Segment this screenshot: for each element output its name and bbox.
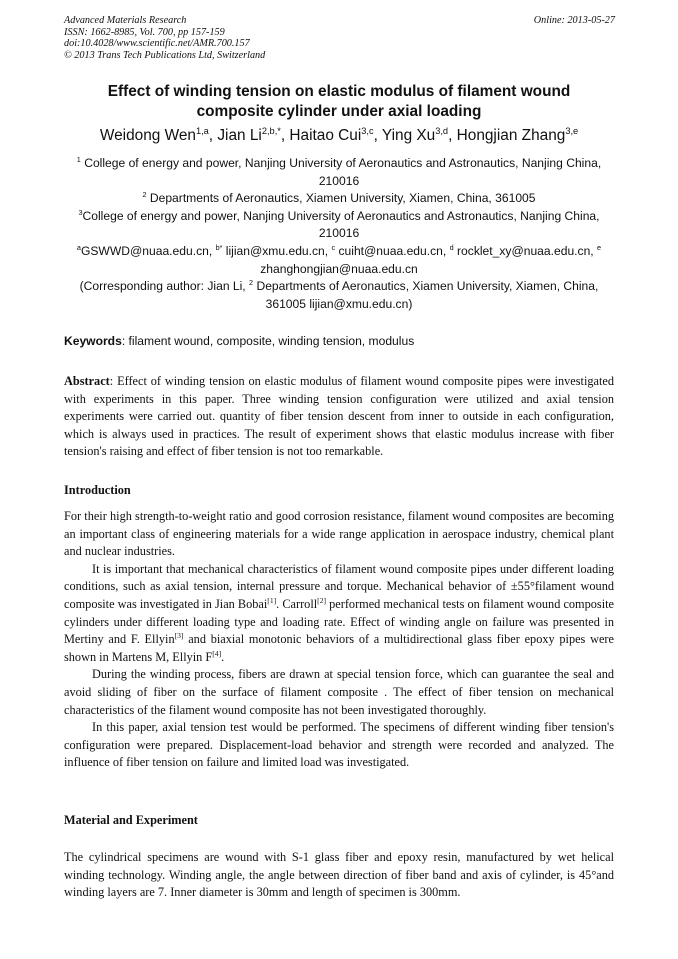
author-list [64, 126, 614, 146]
keywords-label: Keywords [64, 334, 122, 348]
author: Haitao Cui$^{3,c}$, [289, 125, 382, 144]
citation: [4] [212, 648, 222, 658]
affiliation-1: $^1$ College of energy and power, Nanjing University of Aeronautics and Astronautics, Nanjing China, 210016 [76, 154, 602, 188]
corresponding-author: (Corresponding author: Jian Li, $^2$ Departments of Aeronautics, Xiamen University, Xiamen, China, 361005 lijian@xmu.edu.cn) [79, 278, 599, 311]
affiliation-2: $^2$ Departments of Aeronautics, Xiamen University, Xiamen, China, 361005 [142, 190, 536, 206]
affiliation-3: $^3$College of energy and power, Nanjing University of Aeronautics and Astronautics, Nanjing China, 210016 [78, 207, 600, 241]
online-date: Online: 2013-05-27 [533, 15, 615, 26]
author: Hongjian Zhang$^{3,e}$ [456, 125, 579, 144]
paragraph: For their high strength-to-weight ratio and good corrosion resistance, filament wound composites are becoming an important class of engineering materials for a wide range application in aerospace industry, chemical plant and nuclear industries. [64, 509, 614, 559]
material-body [64, 849, 614, 902]
citation: [3] [174, 631, 184, 641]
keywords-text: : filament wound, composite, winding tension, modulus [121, 334, 415, 348]
paragraph: During the winding process, fibers are drawn at special tension force, which can guarantee the seal and avoid sliding of fiber on the surface of filament composite . The effect of fiber tension on mechanical characteristics of the filament wound composite has not been investigated thoroughly. [64, 667, 614, 717]
doi-line: doi:10.4028/www.scientific.net/AMR.700.157 [64, 38, 250, 49]
paragraph: The cylindrical specimens are wound with S-1 glass fiber and epoxy resin, manufactured by wet helical winding technology. Winding angle, the angle between direction of fiber band and axis of cylinder, is 45°and winding layers are 7. Inner diameter is 30mm and length of specimen is 300mm. [64, 850, 614, 900]
section-heading-material: Material and Experiment [64, 813, 198, 827]
paper-title [64, 82, 614, 122]
paragraph: In this paper, axial tension test would be performed. The specimens of different winding fiber tension's configuration were prepared. Displacement-load behavior and strength were recorded and analyzed. The influence of fiber tension on failure and limited load was investigated. [64, 720, 614, 770]
author: Weidong Wen$^{1,a}$, [99, 125, 218, 144]
author: Jian $Li^{2,b,*}$, [217, 125, 290, 144]
abstract [64, 373, 614, 461]
journal-name: Advanced Materials Research [64, 15, 187, 26]
email-list: $^a$GSWWD@nuaa.edu.cn, $^{b*}$ lijian@xmu.edu.cn, $^c$ cuiht@nuaa.edu.cn, $^d$ rocklet_xy@nuaa.edu.cn, $^e$ zhanghongjian@nuaa.edu.cn [76, 242, 602, 276]
copyright-line: © 2013 Trans Tech Publications Ltd, Switzerland [64, 49, 266, 61]
abstract-label: Abstract [64, 374, 110, 388]
keywords [64, 333, 614, 350]
title-line-2: composite cylinder under axial loading [196, 103, 482, 120]
journal-meta [64, 15, 265, 61]
author: Ying Xu$^{3,d}$, [381, 125, 457, 144]
abstract-text: : Effect of winding tension on elastic modulus of filament wound composite pipes were investigated with experiments in this paper. Three winding tension configuration were utilized and axial tension experiments were carried out. quantity of fiber tension descent from inner to outside in each configuration, which is always used in practices. The result of experiment shows that elastic modulus increase with fiber tension's raising and effect of fiber tension is not too remarkable. [64, 374, 614, 459]
title-line-1: Effect of winding tension on elastic modulus of filament wound [107, 83, 571, 100]
citation: [1] [267, 595, 277, 605]
citation: [2] [317, 595, 327, 605]
issn-line: ISSN: 1662-8985, Vol. 700, pp 157-159 [64, 26, 225, 38]
section-heading-introduction: Introduction [64, 483, 131, 497]
affiliations [64, 155, 614, 313]
introduction-body [64, 508, 614, 772]
paragraph: It is important that mechanical characteristics of filament wound composite pipes under different loading conditions, such as axial tension, internal pressure and torque. Mechanical behavior of ±55°filament wound composite was investigated in Jian Bobai[1]. Carroll[2] performed mechanical tests on filament wound composite cylinders under different loading type and loading rate. Effect of winding angle on failure was presented in Mertiny and F. Ellyin[3] and biaxial monotonic behaviors of a multidirectional glass fiber epoxy pipes were shown in Martens M, Ellyin F[4]. [64, 561, 614, 664]
